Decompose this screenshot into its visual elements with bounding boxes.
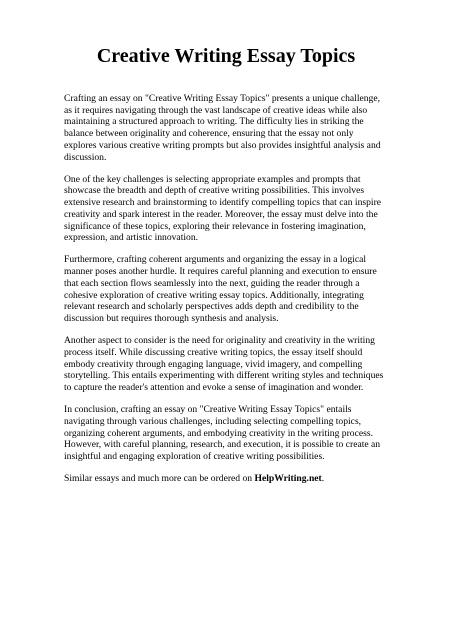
document-title: Creative Writing Essay Topics [96,45,356,67]
paragraph-arguments: Furthermore, crafting coherent arguments and organizing the essay in a logical manner poses another hurdle. It requires careful planning and execution to ensure that each section flows seamlessly into the next, guiding the reader through a cohesive exploration of creative writing essay topics. Additionally, integrating relevant research and scholarly perspectives adds depth and credibility to the discussion but requires thorough synthesis and analysis. [64,254,377,324]
closing-period: . [321,473,325,485]
closing-line [64,473,388,485]
paragraph-challenges: One of the key challenges is selecting appropriate examples and prompts that showcase the breadth and depth of creative writing possibilities. This involves extensive research and brainstorming to identify compelling topics that can inspire creativity and spark interest in the reader. Moreover, the essay must delve into the significance of these topics, exploring their relevance in fostering imagination, expression, and artistic innovation. [64,173,382,244]
paragraph-intro: Crafting an essay on "Creative Writing Essay Topics" presents a unique challenge, as it requires navigating through the vast landscape of creative ideas while also maintaining a structured approach to writing. The difficulty lies in striking the balance between originality and coherence, ensuring that the essay not only explores various creative writing prompts but also provides insightful analysis and discussion. [64,93,381,163]
paragraph-originality: Another aspect to consider is the need for originality and creativity in the writing process itself. While discussing creative writing topics, the essay itself should embody creativity through engaging language, vivid imagery, and compelling storytelling. This entails experimenting with different writing styles and techniques to capture the reader's attention and evoke a sense of imagination and wonder. [64,335,384,393]
closing-text: Similar essays and much more can be ordered on [64,473,255,485]
paragraph-conclusion: In conclusion, crafting an essay on "Creative Writing Essay Topics" entails navigating through various challenges, including selecting compelling topics, organizing coherent arguments, and embodying creativity in the writing process. However, with careful planning, research, and execution, it is possible to create an insightful and engaging exploration of creative writing possibilities. [64,404,381,462]
brand-link[interactable]: HelpWriting.net [254,473,322,485]
